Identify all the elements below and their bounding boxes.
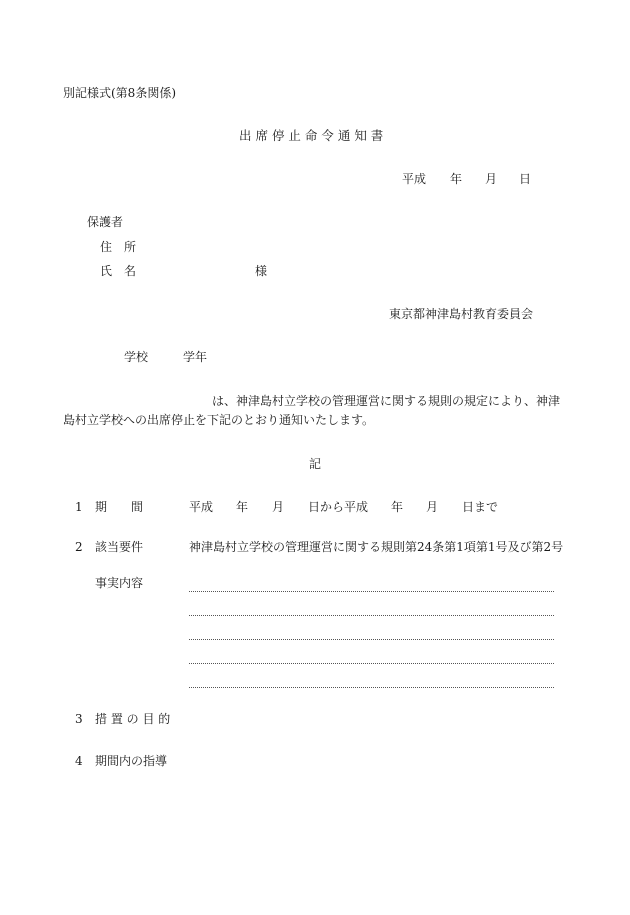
issuer: 東京都神津島村教育委員会: [389, 307, 534, 321]
period-to-day: 日まで: [462, 500, 499, 514]
period-to-year: 年: [391, 500, 404, 514]
ki-heading: 記: [309, 457, 322, 471]
period-from-year: 年: [236, 500, 249, 514]
date-year: 年: [450, 172, 463, 186]
facts-line-1: [189, 591, 554, 592]
facts-line-2: [189, 615, 554, 616]
facts-line-5: [189, 687, 554, 688]
item-3-number: 3: [75, 712, 83, 726]
document-title: 出 席 停 止 命 令 通 知 書: [239, 128, 384, 143]
date-month: 月: [485, 172, 498, 186]
item-3-label: 措 置 の 目 的: [95, 712, 171, 726]
date-day: 日: [519, 172, 532, 186]
item-4-number: 4: [75, 754, 83, 768]
item-1-number: 1: [75, 500, 83, 514]
school-suffix: 学校: [124, 350, 149, 364]
item-4-label: 期間内の指導: [95, 754, 168, 768]
item-2-number: 2: [75, 540, 83, 554]
form-label: 別記様式(第8条関係): [63, 86, 176, 100]
period-from-day: 日から平成: [308, 500, 369, 514]
period-to-month: 月: [426, 500, 439, 514]
facts-line-3: [189, 639, 554, 640]
honorific: 様: [255, 264, 268, 278]
guardian-label: 保護者: [87, 215, 124, 229]
name-label: 氏 名: [100, 264, 137, 278]
facts-line-4: [189, 663, 554, 664]
period-from-era: 平成: [189, 500, 214, 514]
address-label: 住 所: [100, 240, 137, 254]
period-from-month: 月: [272, 500, 285, 514]
item-2-label: 該当要件: [95, 540, 144, 554]
date-era: 平成: [402, 172, 427, 186]
item-1-label: 期 間: [95, 500, 144, 514]
requirement-value: 神津島村立学校の管理運営に関する規則第24条第1項第1号及び第2号: [189, 540, 564, 554]
body-line-1: は、神津島村立学校の管理運営に関する規則の規定により、神津: [212, 394, 561, 408]
grade-suffix: 学年: [183, 350, 208, 364]
body-line-2: 島村立学校への出席停止を下記のとおり通知いたします。: [63, 413, 375, 427]
facts-label: 事実内容: [95, 576, 144, 590]
